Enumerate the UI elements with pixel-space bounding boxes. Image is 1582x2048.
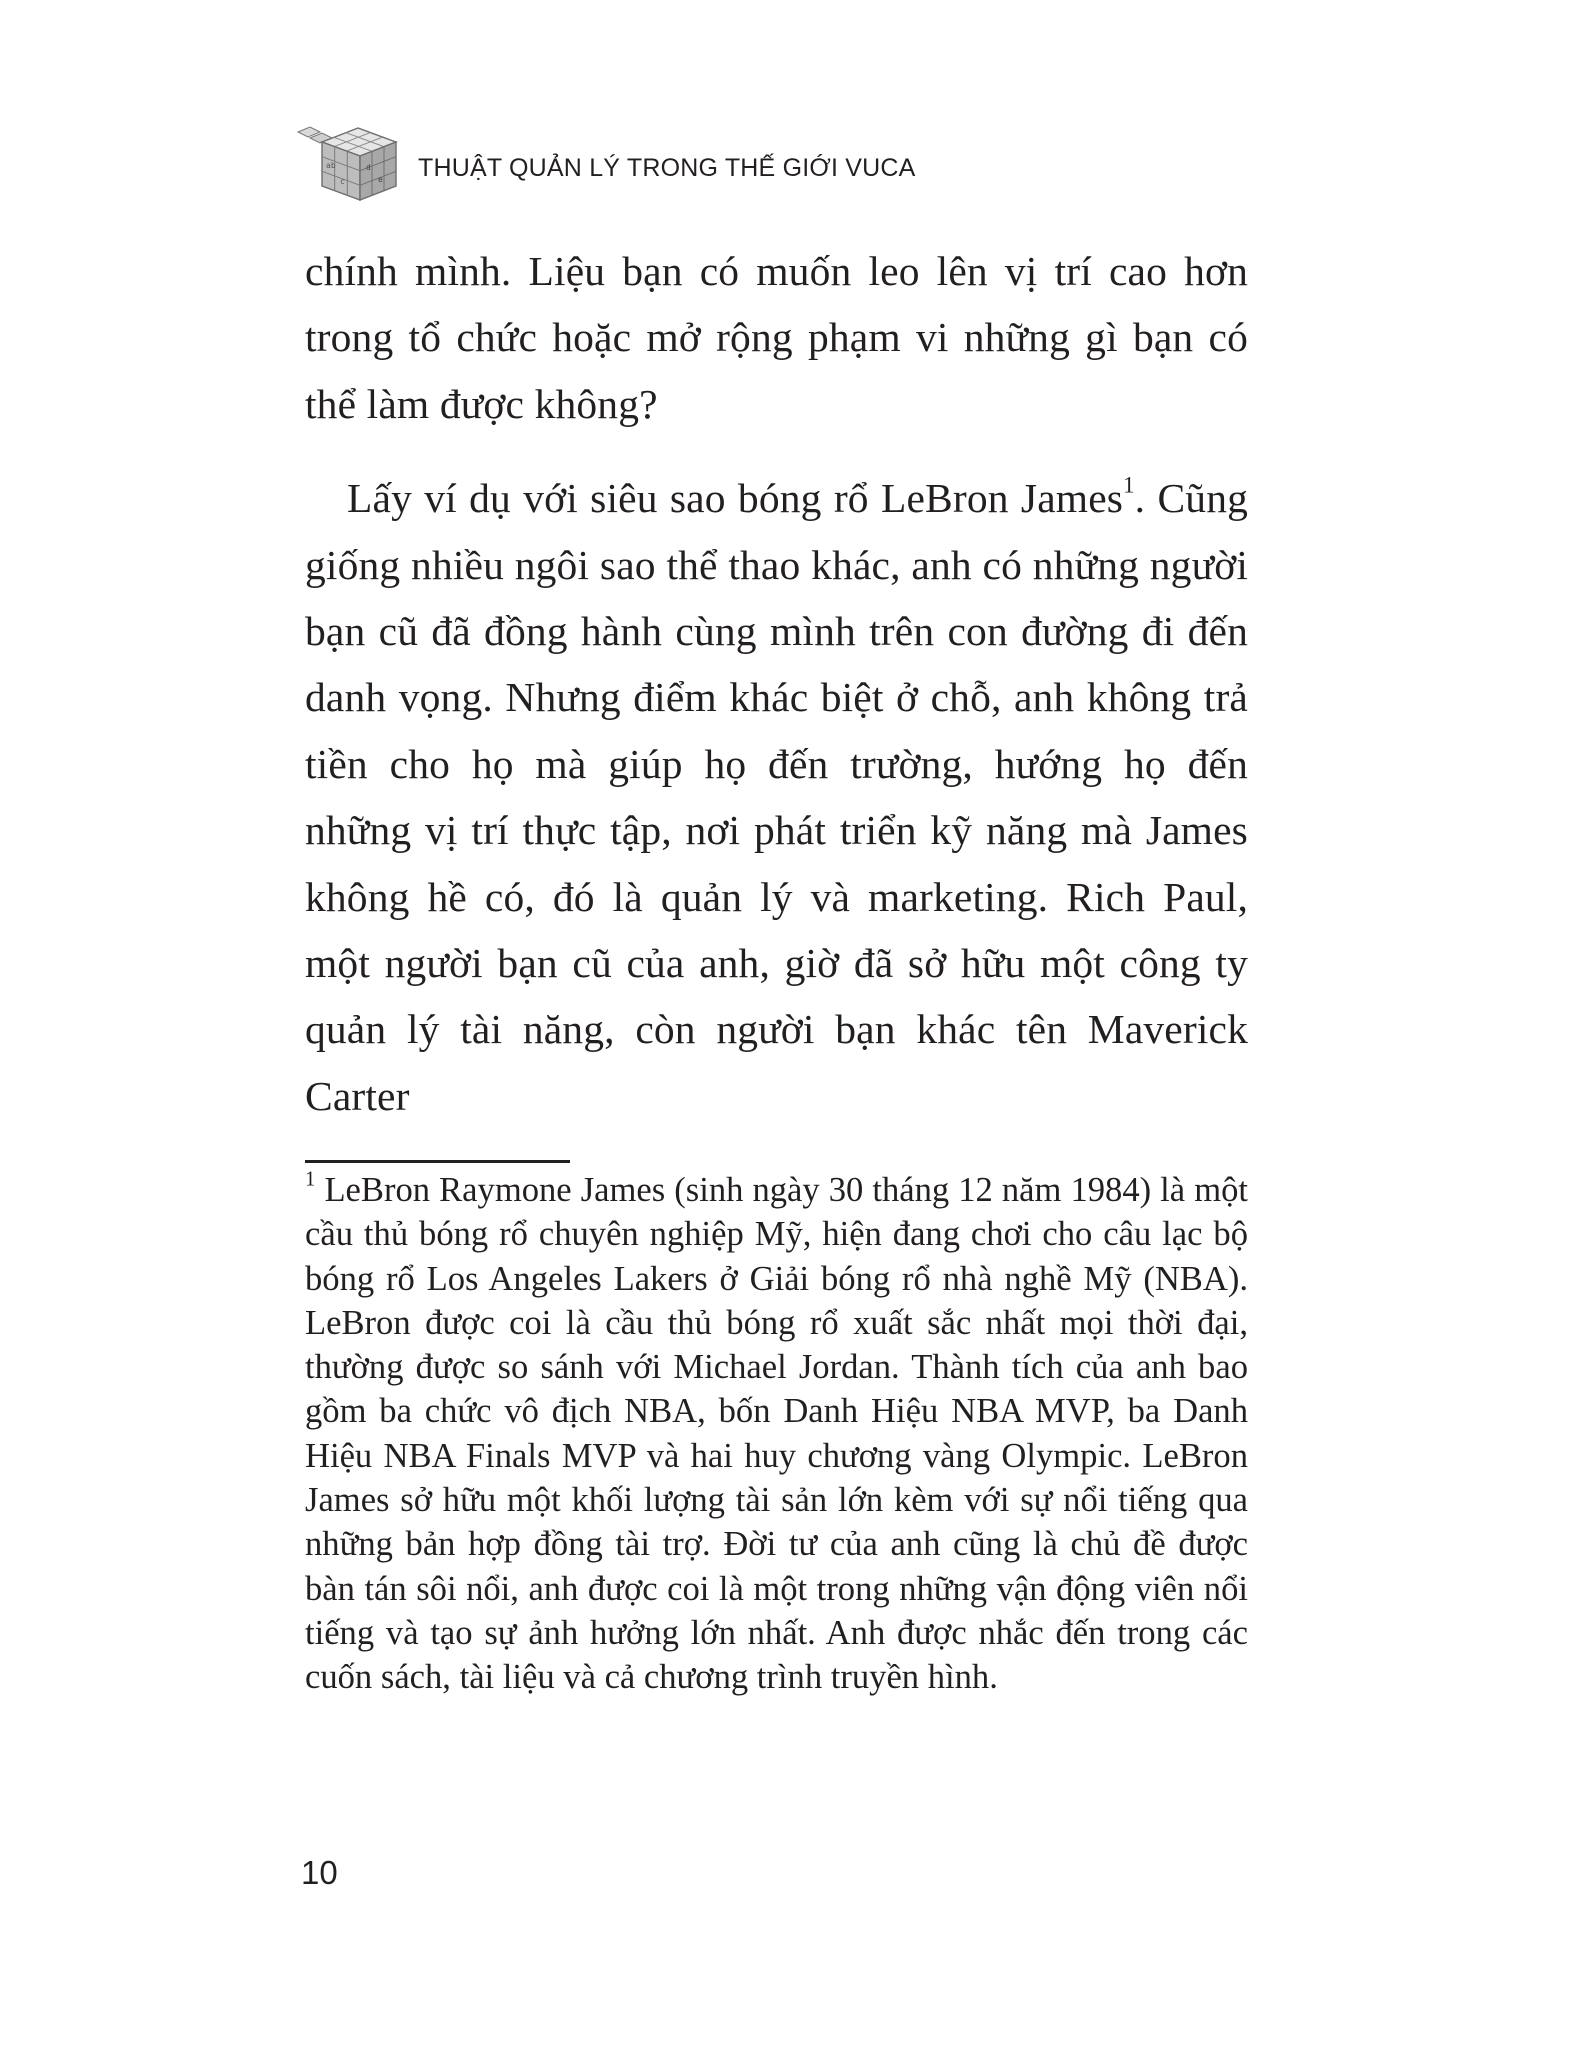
svg-text:d: d	[366, 163, 371, 172]
footnote-reference[interactable]: 1	[1123, 472, 1135, 498]
footnote-divider	[305, 1160, 570, 1163]
paragraph-2	[305, 465, 1248, 1129]
svg-text:ab: ab	[326, 161, 336, 170]
main-text	[305, 238, 1248, 1129]
paragraph-2-rest: . Cũng giống nhiều ngôi sao thể thao khác, anh có những người bạn cũ đã đồng hành cùng mình trên con đường đi đến danh vọng. Nhưng điểm khác biệt ở chỗ, anh không trả tiền cho họ mà giúp họ đến trường, hướng họ đến những vị trí thực tập, nơi phát triển kỹ năng mà James không hề có, đó là quản lý và marketing. Rich Paul, một người bạn cũ của anh, giờ đã sở hữu một công ty quản lý tài năng, còn người bạn khác tên Maverick Carter	[305, 475, 1248, 1119]
page-number: 10	[301, 1854, 338, 1891]
running-header	[296, 124, 1196, 204]
footnote-text	[305, 1168, 1248, 1700]
footnote	[305, 1168, 1248, 1700]
footnote-body: LeBron Raymone James (sinh ngày 30 tháng 12 năm 1984) là một cầu thủ bóng rổ chuyên nghiệp Mỹ, hiện đang chơi cho câu lạc bộ bóng rổ Los Angeles Lakers ở Giải bóng rổ nhà nghề Mỹ (NBA). LeBron được coi là cầu thủ bóng rổ xuất sắc nhất mọi thời đại, thường được so sánh với Michael Jordan. Thành tích của anh bao gồm ba chức vô địch NBA, bốn Danh Hiệu NBA MVP, ba Danh Hiệu NBA Finals MVP và hai huy chương vàng Olympic. LeBron James sở hữu một khối lượng tài sản lớn kèm với sự nổi tiếng qua những bản hợp đồng tài trợ. Đời tư của anh cũng là chủ đề được bàn tán sôi nổi, anh được coi là một trong những vận động viên nổi tiếng và tạo sự ảnh hưởng lớn nhất. Anh được nhắc đến trong các cuốn sách, tài liệu và cả chương trình truyền hình.	[305, 1171, 1248, 1697]
running-title: THUẬT QUẢN LÝ TRONG THẾ GIỚI VUCA	[418, 154, 916, 182]
footnote-number: 1	[305, 1168, 316, 1191]
svg-text:e: e	[378, 175, 383, 184]
paragraph-1: chính mình. Liệu bạn có muốn leo lên vị trí cao hơn trong tổ chức hoặc mở rộng phạm vi những gì bạn có thể làm được không?	[305, 248, 1248, 427]
paragraph-2-lead: Lấy ví dụ với siêu sao bóng rổ LeBron James	[347, 475, 1124, 522]
rubiks-cube-icon	[296, 124, 406, 204]
svg-text:c: c	[340, 177, 345, 186]
